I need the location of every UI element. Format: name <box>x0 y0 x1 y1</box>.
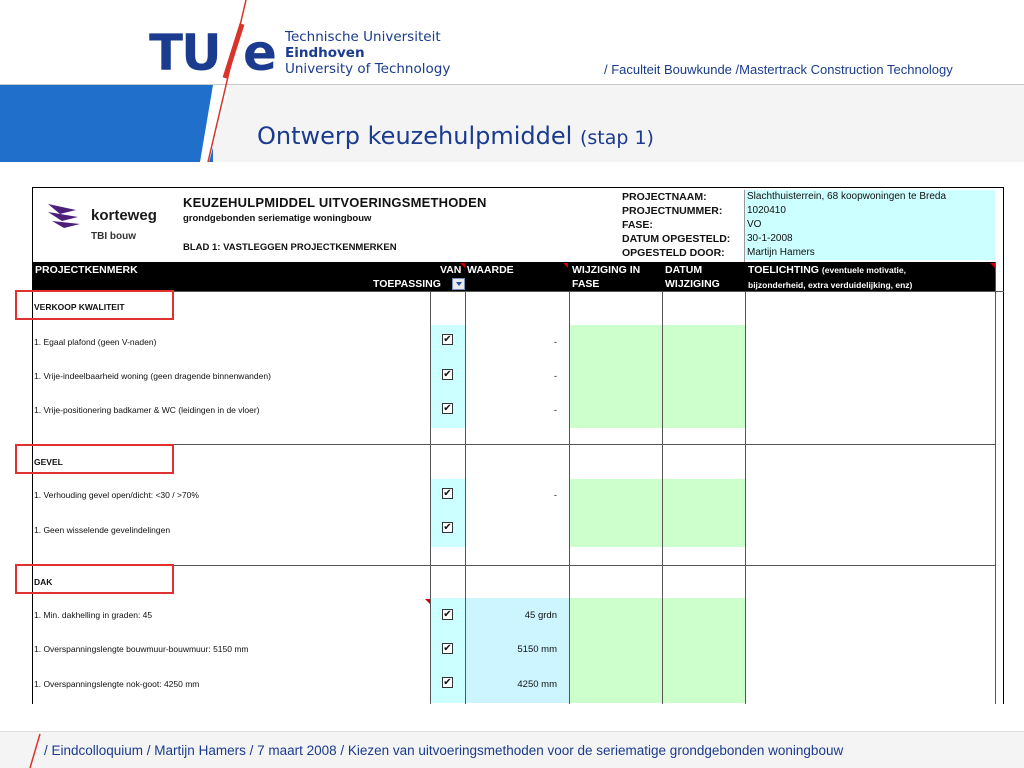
toepassing-checkbox[interactable]: ✔ <box>443 369 452 380</box>
korteweg-logo-icon <box>46 200 86 230</box>
row-label: 1. Geen wisselende gevelindelingen <box>34 525 171 535</box>
col-header-toelichting: TOELICHTING (eventuele motivatie, <box>748 264 906 276</box>
grid-hline <box>32 291 1004 292</box>
comment-marker <box>460 263 465 268</box>
toepassing-checkbox[interactable]: ✔ <box>443 643 452 654</box>
waarde-cell[interactable]: 5150 mm <box>517 644 557 655</box>
col-header-waarde: WAARDE <box>467 264 514 276</box>
meta-value-datum[interactable]: 30-1-2008 <box>745 232 995 246</box>
row-label: 1. Vrije-positionering badkamer & WC (leidingen in de vloer) <box>34 405 260 415</box>
sheet-subheading: grondgebonden seriematige woningbouw <box>183 213 372 224</box>
col-header-kenmerk: PROJECTKENMERK <box>35 264 138 276</box>
col-header-toelichting-note: bijzonderheid, extra verduidelijking, enz) <box>748 280 913 290</box>
toepassing-checkbox[interactable]: ✔ <box>443 522 452 533</box>
meta-value-fase[interactable]: VO <box>745 218 995 232</box>
meta-label-fase: FASE: <box>622 219 653 231</box>
col-header-wijziging: WIJZIGING IN <box>572 264 641 276</box>
section-title: GEVEL <box>34 457 63 467</box>
grid-vline <box>465 291 466 704</box>
waarde-cell[interactable]: - <box>553 405 557 416</box>
col-header-van: VAN <box>440 264 462 276</box>
filter-dropdown-button[interactable] <box>452 278 465 290</box>
waarde-cell[interactable]: 45 grdn <box>524 610 557 621</box>
section-title: VERKOOP KWALITEIT <box>34 302 125 312</box>
toepassing-checkbox[interactable]: ✔ <box>443 609 452 620</box>
change-column-fill <box>570 325 745 428</box>
change-column-fill <box>570 479 745 547</box>
col-header-datum: DATUM <box>665 264 703 276</box>
meta-value-opgesteld[interactable]: Martijn Hamers <box>745 246 995 260</box>
footer-text: / Eindcolloquium / Martijn Hamers / 7 maart 2008 / Kiezen van uitvoeringsmethoden voor de seriematige grondgebonden woningbouw <box>44 743 844 758</box>
slide-title: Ontwerp keuzehulpmiddel (stap 1) <box>257 122 654 150</box>
col-header-fase: FASE <box>572 278 600 290</box>
meta-value-projectnaam[interactable]: Slachthuisterrein, 68 koopwoningen te Breda <box>745 190 995 204</box>
grid-vline <box>569 291 570 704</box>
company-sub: TBI bouw <box>91 231 136 242</box>
grid-hline <box>32 444 996 445</box>
row-label: 1. Overspanningslengte nok-goot: 4250 mm <box>34 679 200 689</box>
grid-vline <box>745 291 746 704</box>
meta-label-opgesteld: OPGESTELD DOOR: <box>622 247 725 259</box>
sheet-heading: KEUZEHULPMIDDEL UITVOERINGSMETHODEN <box>183 195 487 210</box>
meta-value-projectnummer[interactable]: 1020410 <box>745 204 995 218</box>
company-name: korteweg <box>91 207 157 224</box>
meta-label-projectnummer: PROJECTNUMMER: <box>622 205 723 217</box>
change-column-fill <box>570 598 745 703</box>
toepassing-checkbox[interactable]: ✔ <box>443 403 452 414</box>
waarde-cell[interactable]: - <box>553 337 557 348</box>
row-label: 1. Egaal plafond (geen V-naden) <box>34 337 157 347</box>
section-title: DAK <box>34 577 53 587</box>
comment-marker <box>425 599 430 604</box>
row-label: 1. Min. dakhelling in graden: 45 <box>34 610 153 620</box>
waarde-cell[interactable]: 4250 mm <box>517 679 557 690</box>
col-header-datum-wijziging: WIJZIGING <box>665 278 720 290</box>
grid-vline <box>430 291 431 704</box>
toepassing-checkbox[interactable]: ✔ <box>443 677 452 688</box>
col-header-toepassing: TOEPASSING <box>373 278 441 290</box>
row-label: 1. Overspanningslengte bouwmuur-bouwmuur: 5150 mm <box>34 644 249 654</box>
comment-marker <box>563 263 568 268</box>
logo-e: e <box>243 24 277 82</box>
toepassing-checkbox[interactable]: ✔ <box>443 334 452 345</box>
meta-label-projectnaam: PROJECTNAAM: <box>622 191 707 203</box>
university-name: Technische Universiteit Eindhoven University of Technology <box>285 29 451 77</box>
footer-slash <box>28 732 42 768</box>
grid-vline <box>995 262 996 704</box>
toepassing-checkbox[interactable]: ✔ <box>443 488 452 499</box>
meta-label-datum: DATUM OPGESTELD: <box>622 233 731 245</box>
logo-tu: TU <box>149 24 220 82</box>
sheet-blad: BLAD 1: VASTLEGGEN PROJECTKENMERKEN <box>183 242 397 253</box>
faculty-line: / Faculteit Bouwkunde /Mastertrack Construction Technology <box>604 62 953 77</box>
row-label: 1. Verhouding gevel open/dicht: <30 / >70% <box>34 490 199 500</box>
grid-hline <box>32 565 996 566</box>
grid-vline <box>662 291 663 704</box>
waarde-cell[interactable]: - <box>553 371 557 382</box>
waarde-cell[interactable]: - <box>553 490 557 501</box>
row-label: 1. Vrije-indeelbaarheid woning (geen dragende binnenwanden) <box>34 371 271 381</box>
